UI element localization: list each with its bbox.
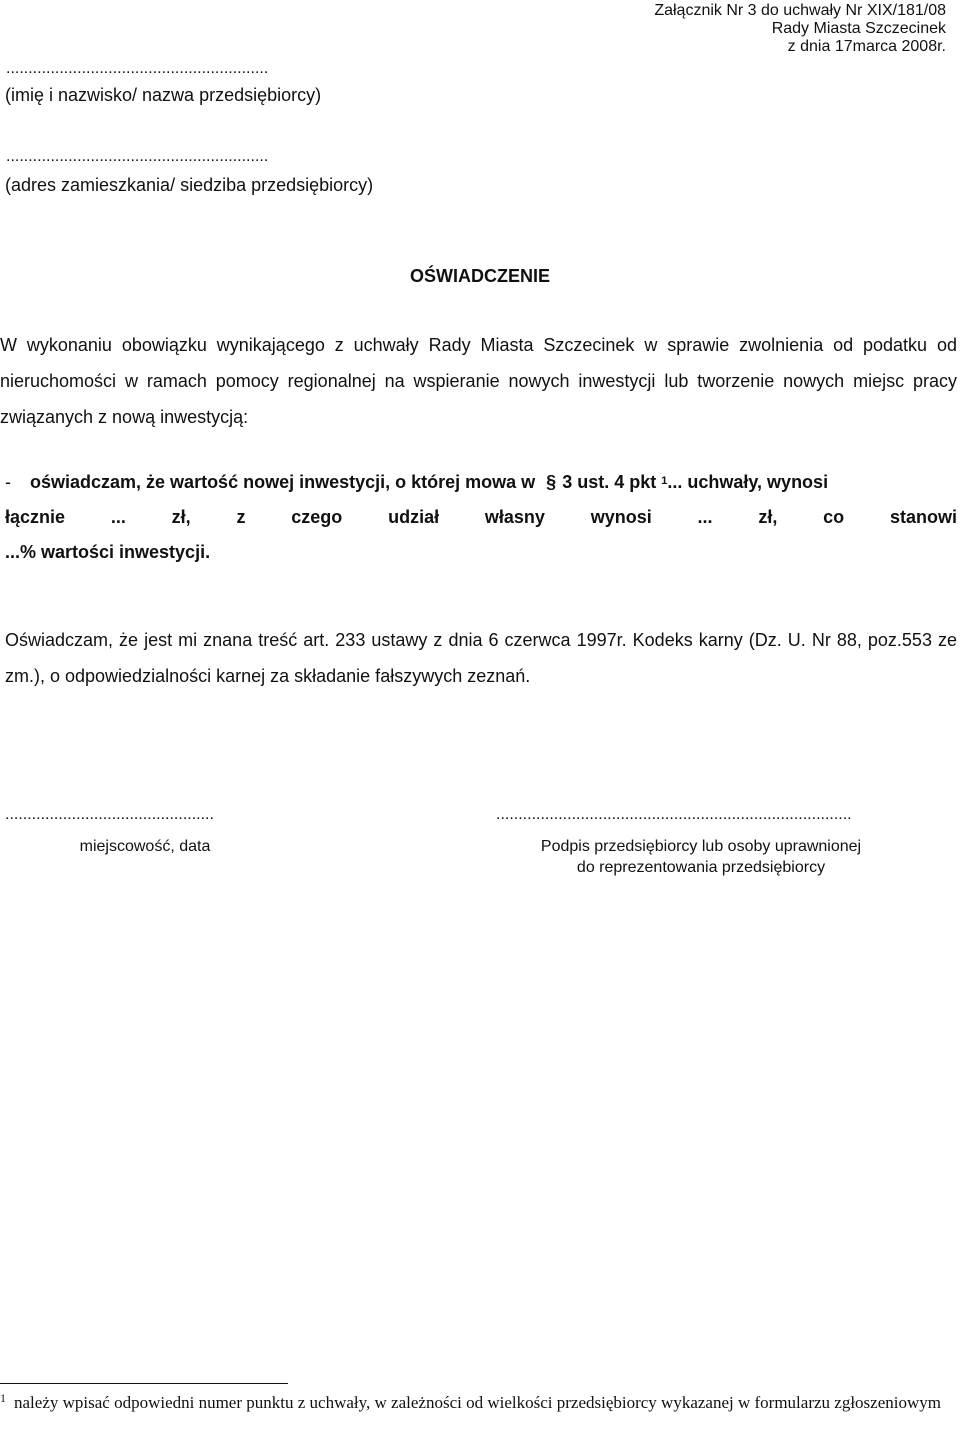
declaration-dash: - xyxy=(5,472,11,492)
applicant-name-dots: ........................................................... xyxy=(6,60,269,77)
footnote-ref: 1 xyxy=(661,475,668,487)
footnote-marker: 1 xyxy=(0,1391,6,1405)
intro-paragraph: W wykonaniu obowiązku wynikającego z uchwały Rady Miasta Szczecinek w sprawie zwolnienia od podatku od nieruchomości w ramach pomocy regionalnej na wspieranie nowych inwestycji lub tworzenie nowych miejsc pracy związanych z nową inwestycją: xyxy=(0,335,957,427)
section-symbol: § xyxy=(546,472,557,492)
liability-statement: Oświadczam, że jest mi znana treść art. 233 ustawy z dnia 6 czerwca 1997r. Kodeks karny (Dz. U. Nr 88, poz.553 ze zm.), o odpowiedzialności karnej za składanie fałszywych zeznań. xyxy=(5,630,957,686)
footnote-separator xyxy=(0,1383,288,1384)
applicant-address-label: (adres zamieszkania/ siedziba przedsiębiorcy) xyxy=(5,175,374,195)
declaration-line-3: ...% wartości inwestycji. xyxy=(5,542,211,562)
applicant-name-label: (imię i nazwisko/ nazwa przedsiębiorcy) xyxy=(5,85,322,105)
applicant-address-dots: ........................................................... xyxy=(6,148,269,165)
footnote xyxy=(0,1392,960,1414)
signature-label-line-2: do reprezentowania przedsiębiorcy xyxy=(576,859,826,876)
annex-header xyxy=(654,2,946,56)
declaration-line-1 xyxy=(0,464,957,500)
annex-header-line-1: Załącznik Nr 3 do uchwały Nr XIX/181/08 xyxy=(654,2,946,19)
annex-header-line-2: Rady Miasta Szczecinek xyxy=(771,20,946,37)
declaration-text-b: 3 ust. 4 pkt xyxy=(562,472,657,492)
document-title: OŚWIADCZENIE xyxy=(409,266,550,286)
declaration-line-2: łącznie ... zł, z czego udział własny wynosi ... zł, co stanowi xyxy=(5,507,957,527)
place-date-dots: ............................................... xyxy=(5,806,214,823)
signature-dots: ................................................................................ xyxy=(496,806,852,823)
signature-label-line-1: Podpis przedsiębiorcy lub osoby uprawnionej xyxy=(540,838,862,855)
declaration-text-c: ... uchwały, wynosi xyxy=(667,472,829,492)
declaration-text-a: oświadczam, że wartość nowej inwestycji, o której mowa w xyxy=(30,472,536,492)
place-date-label: miejscowość, data xyxy=(79,838,211,855)
annex-header-line-3: z dnia 17marca 2008r. xyxy=(787,38,946,55)
footnote-text: należy wpisać odpowiedni numer punktu z uchwały, w zależności od wielkości przedsiębiorcy wykazanej w formularzu zgłoszeniowym xyxy=(14,1393,941,1412)
